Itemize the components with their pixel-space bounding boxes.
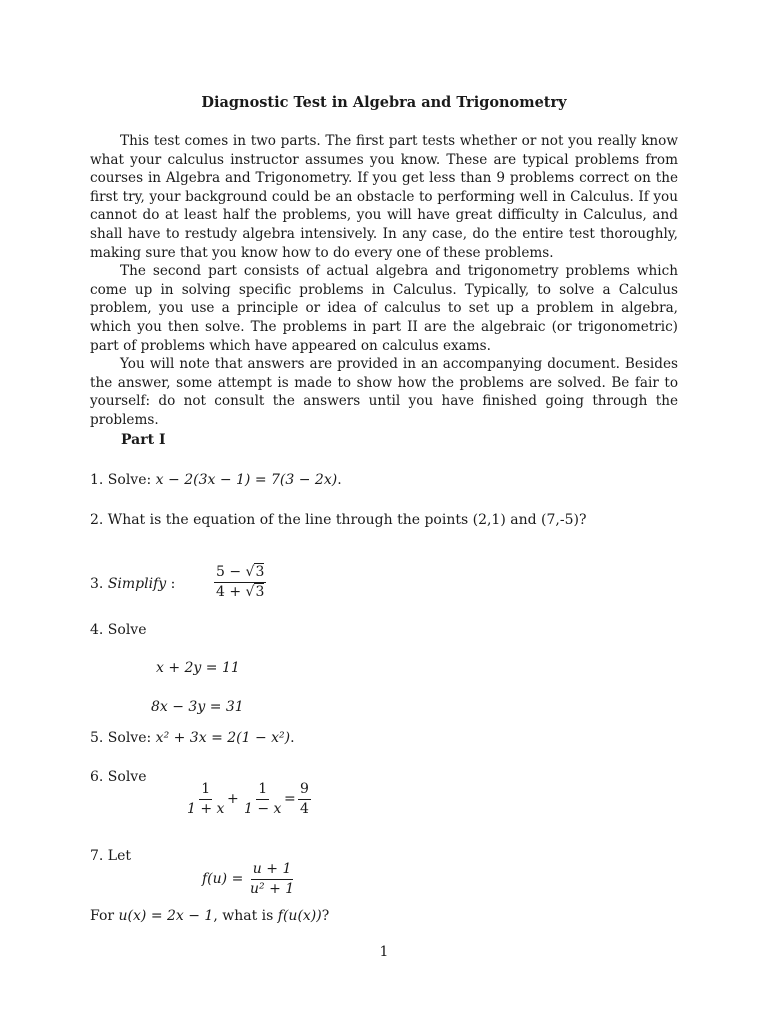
problem-5-end: . [290, 730, 295, 746]
problem-7-fraction [248, 861, 296, 898]
intro-section [90, 132, 678, 430]
intro-paragraph-2: The second part consists of actual algebra and trigonometry problems which come up in solving specific problems in Calculus. Typically, to solve a Calculus problem, you use a principle or idea of calculus to set up a problem in algebra, which you then solve. The problems in part II are the algebraic (or trigonometric) part of problems which have appeared on calculus exams. [90, 263, 678, 354]
problem-1-equation: x − 2(3x − 1) = 7(3 − 2x) [155, 472, 338, 488]
problem-7-composition: f(u(x)) [277, 908, 322, 924]
problem-3-numerator-radicand: 3 [255, 564, 265, 580]
problem-3-fraction [214, 564, 266, 601]
problem-6-fraction-3-denominator: 4 [300, 801, 309, 817]
problem-7-question: For u(x) = 2x − 1, what is f(u(x))? [90, 908, 330, 924]
page-number: 1 [379, 944, 389, 960]
problem-3-numerator: 5 − √3 [214, 564, 266, 583]
problem-1-label: 1. Solve: [90, 472, 156, 488]
problem-6-plus: + [227, 791, 239, 807]
problem-1-end: . [337, 472, 342, 488]
problem-3-label: 3. [90, 576, 108, 592]
problem-7-denominator: u² + 1 [250, 881, 295, 897]
intro-paragraph-1: This test comes in two parts. The first part tests whether or not you really know what your calculus instructor assumes you know. These are typical problems from courses in Algebra and Trigonometry. If you get less than 9 problems correct on the first try, your background could be an obstacle to performing well in Calculus. If you cannot do at least half the problems, you will have great difficulty in Calculus, and shall have to restudy algebra intensively. In any case, do the entire test thoroughly, making sure that you know how to do every one of these problems. [90, 133, 678, 261]
problem-6-fraction-1 [185, 781, 226, 818]
problem-4-label: 4. Solve [90, 622, 147, 638]
problem-6-label: 6. Solve [90, 769, 147, 785]
problem-5 [90, 730, 295, 746]
problem-7-u-definition: u(x) = 2x − 1 [118, 908, 214, 924]
problem-3-instruction: Simplify [107, 576, 167, 592]
problem-6-fraction-2-denominator: 1 − x [244, 801, 282, 817]
problem-7-numerator: u + 1 [251, 861, 294, 880]
problem-6-fraction-1-numerator: 1 [199, 781, 212, 800]
part-heading: Part I [121, 432, 166, 448]
problem-3 [90, 576, 175, 592]
problem-5-label: 5. Solve: [90, 730, 156, 746]
problem-3-denominator: 4 + √3 [216, 584, 265, 600]
problem-1 [90, 472, 342, 488]
problem-4-equation-2: 8x − 3y = 31 [151, 699, 244, 715]
problem-5-equation: x² + 3x = 2(1 − x²) [155, 730, 291, 746]
page-title: Diagnostic Test in Algebra and Trigonometry [201, 94, 567, 111]
problem-2: 2. What is the equation of the line through the points (2,1) and (7,-5)? [90, 512, 587, 528]
problem-4-equation-1: x + 2y = 11 [156, 660, 240, 676]
problem-6-fraction-3 [298, 781, 311, 818]
problem-7-label: 7. Let [90, 848, 132, 864]
problem-3-denominator-radicand: 3 [255, 584, 265, 600]
intro-paragraph-3: You will note that answers are provided in an accompanying document. Besides the answer, some attempt is made to show how the problems are solved. Be fair to yourself: do not consult the answers until you have finished going through the problems. [90, 356, 678, 428]
problem-6-fraction-2-numerator: 1 [256, 781, 269, 800]
problem-6-fraction-1-denominator: 1 + x [187, 801, 225, 817]
problem-7-lhs: f(u) = [202, 871, 244, 887]
problem-6-fraction-2 [242, 781, 283, 818]
problem-6-fraction-3-numerator: 9 [298, 781, 311, 800]
problem-6-equals: = [284, 791, 296, 807]
problem-3-colon: : [166, 576, 176, 592]
